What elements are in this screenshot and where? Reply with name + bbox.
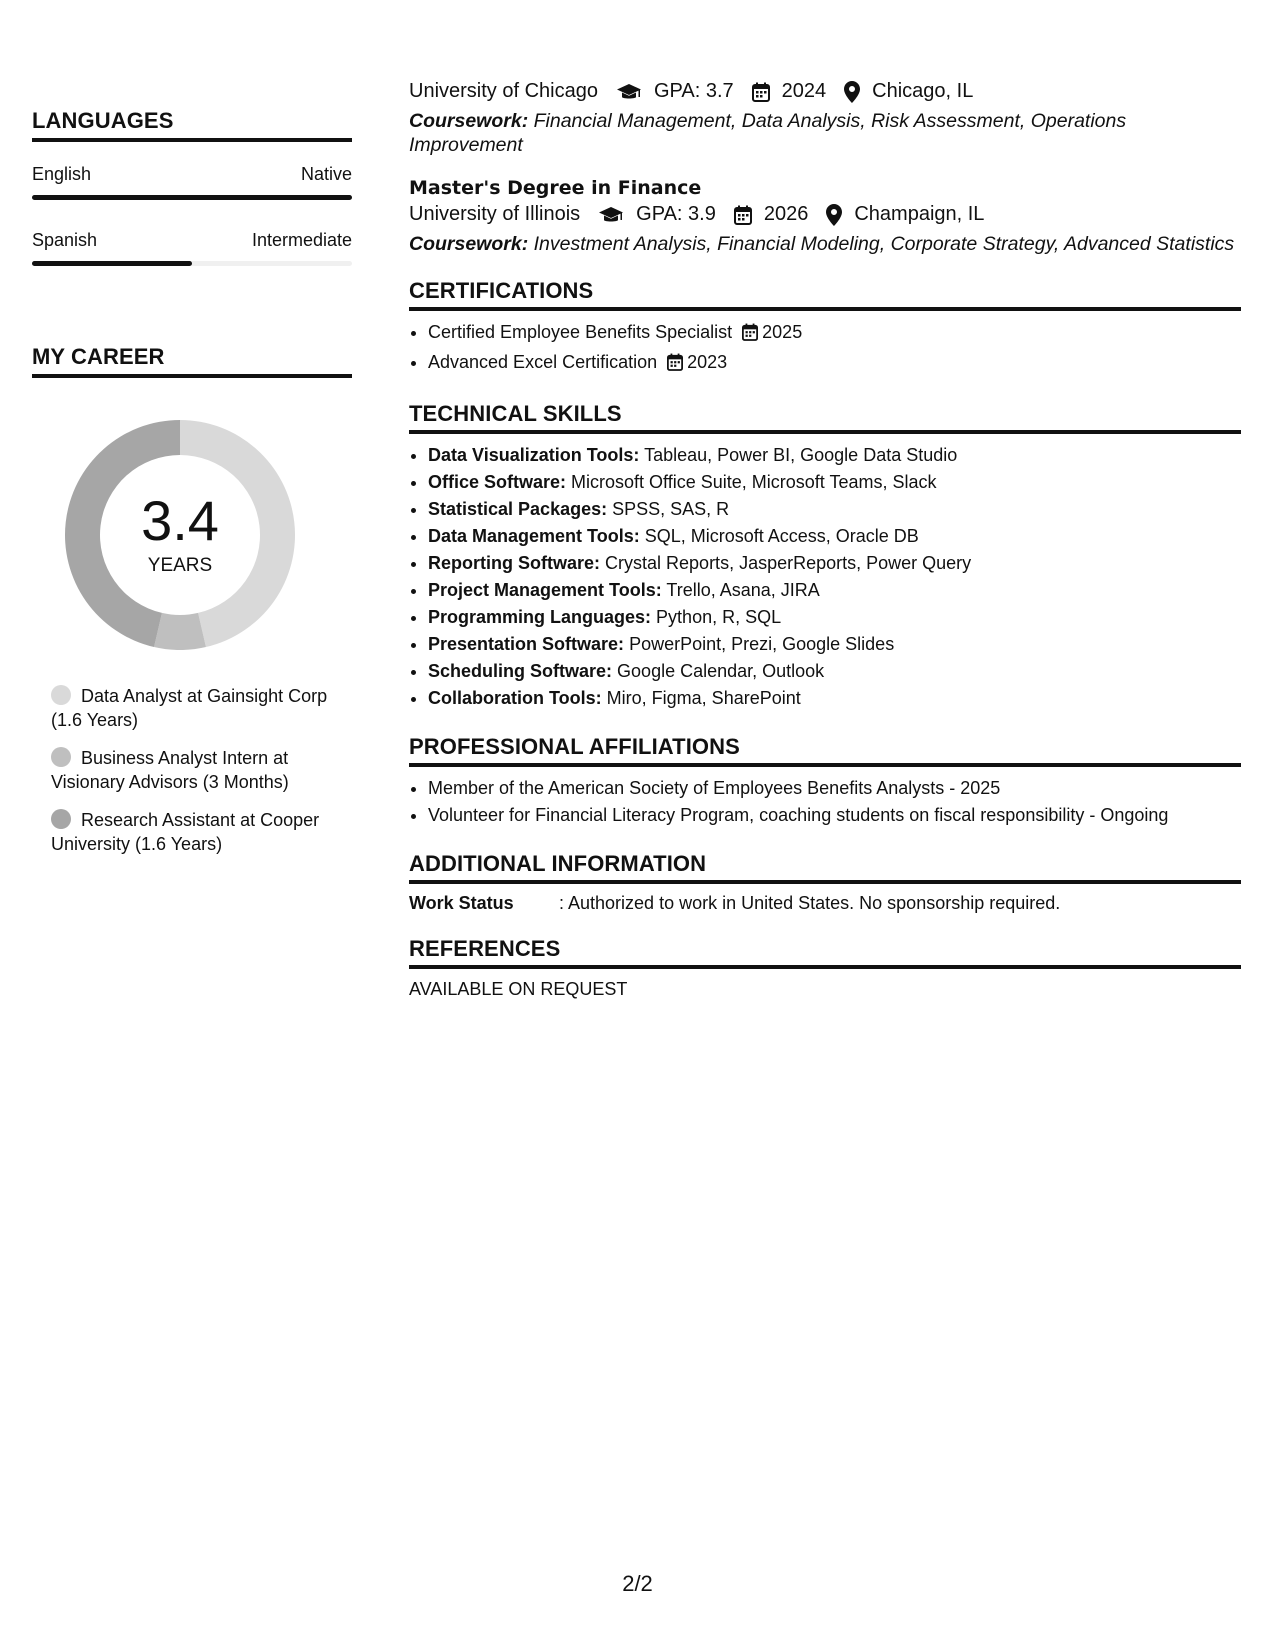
language-name: Spanish	[32, 230, 98, 250]
certification-name: Advanced Excel Certification	[428, 352, 658, 372]
education-entry	[409, 80, 1241, 157]
skill-category: Project Management Tools:	[428, 580, 662, 600]
location: Chicago, IL	[872, 80, 974, 102]
coursework-label: Coursework:	[409, 233, 529, 255]
technical-skills-section	[409, 401, 1241, 712]
language-level: Native	[300, 164, 352, 184]
legend-item	[51, 808, 341, 856]
skill-item	[428, 442, 1241, 469]
skill-values: Miro, Figma, SharePoint	[606, 688, 801, 708]
additional-info-title: ADDITIONAL INFORMATION	[409, 851, 1241, 884]
coursework-label: Coursework:	[409, 110, 529, 132]
skill-category: Reporting Software:	[428, 553, 601, 573]
certification-item	[428, 319, 1241, 349]
language-proficiency-fill	[32, 195, 352, 200]
map-pin-icon	[826, 204, 842, 226]
certification-name: Certified Employee Benefits Specialist	[428, 322, 733, 342]
graduation-cap-icon	[616, 82, 642, 102]
career-section	[32, 344, 352, 856]
skill-values: Google Calendar, Outlook	[617, 661, 825, 681]
legend-label: Research Assistant at Cooper University (1.6 Years)	[51, 810, 320, 854]
school-name: University of Chicago	[409, 80, 598, 102]
career-total-value: 3.4	[141, 489, 219, 552]
graduation-year: 2026	[763, 203, 809, 225]
legend-dot	[51, 685, 71, 705]
career-donut-chart	[65, 420, 295, 650]
affiliations-list	[409, 775, 1241, 829]
language-proficiency-fill	[32, 261, 192, 266]
skill-category: Office Software:	[428, 472, 567, 492]
skill-values: SQL, Microsoft Access, Oracle DB	[644, 526, 919, 546]
additional-info-section	[409, 851, 1241, 914]
coursework	[409, 109, 1241, 157]
skill-item	[428, 658, 1241, 685]
skill-category: Statistical Packages:	[428, 499, 608, 519]
language-item	[32, 230, 352, 266]
skill-item	[428, 469, 1241, 496]
legend-item	[51, 746, 341, 794]
skill-values: Tableau, Power BI, Google Data Studio	[644, 445, 958, 465]
references-title: REFERENCES	[409, 936, 1241, 969]
skill-category: Scheduling Software:	[428, 661, 613, 681]
career-title: MY CAREER	[32, 344, 352, 378]
skill-values: Crystal Reports, JasperReports, Power Query	[605, 553, 972, 573]
school-name: University of Illinois	[409, 203, 581, 225]
page-number: 2/2	[622, 1571, 653, 1596]
legend-label: Data Analyst at Gainsight Corp (1.6 Years)	[51, 686, 328, 730]
calendar-icon	[742, 322, 758, 349]
language-level: Intermediate	[251, 230, 352, 250]
legend-dot	[51, 747, 71, 767]
gpa: GPA: 3.7	[653, 80, 734, 102]
technical-skills-title: TECHNICAL SKILLS	[409, 401, 1241, 434]
certifications-list	[409, 319, 1241, 379]
skill-item	[428, 577, 1241, 604]
coursework-text: Financial Management, Data Analysis, Risk Assessment, Operations Improvement	[409, 110, 1127, 156]
skill-category: Data Visualization Tools:	[428, 445, 640, 465]
sidebar	[32, 108, 352, 870]
graduation-year: 2024	[781, 80, 827, 102]
skill-item	[428, 631, 1241, 658]
skill-category: Presentation Software:	[428, 634, 625, 654]
coursework-text: Investment Analysis, Financial Modeling, Corporate Strategy, Advanced Statistics	[533, 233, 1235, 255]
career-legend	[51, 684, 341, 856]
skill-item	[428, 496, 1241, 523]
language-item	[32, 164, 352, 200]
affiliations-title: PROFESSIONAL AFFILIATIONS	[409, 734, 1241, 767]
affiliation-item: • Volunteer for Financial Literacy Program, coaching students on fiscal responsibility - Ongoing	[428, 802, 1241, 829]
education-entry	[409, 177, 1241, 256]
calendar-icon	[667, 352, 683, 379]
certification-year: 2023	[687, 352, 728, 372]
skill-values: Microsoft Office Suite, Microsoft Teams, Slack	[571, 472, 937, 492]
education-meta	[409, 80, 1241, 103]
coursework	[409, 232, 1241, 256]
certifications-section	[409, 278, 1241, 379]
language-name: English	[32, 164, 92, 184]
degree-title: Master's Degree in Finance	[409, 177, 702, 199]
map-pin-icon	[844, 81, 860, 103]
skill-values: SPSS, SAS, R	[612, 499, 730, 519]
references-section	[409, 936, 1241, 1000]
technical-skills-list	[409, 442, 1241, 712]
skill-item	[428, 604, 1241, 631]
skill-item	[428, 685, 1241, 712]
language-proficiency-bar	[32, 195, 352, 200]
career-total-unit: YEARS	[147, 555, 213, 576]
affiliations-section	[409, 734, 1241, 829]
skill-item	[428, 523, 1241, 550]
skill-category: Collaboration Tools:	[428, 688, 602, 708]
skill-values: Python, R, SQL	[656, 607, 782, 627]
skill-category: Programming Languages:	[428, 607, 652, 627]
skill-category: Data Management Tools:	[428, 526, 640, 546]
gpa: GPA: 3.9	[636, 203, 716, 225]
main-content	[409, 80, 1241, 1000]
skill-values: Trello, Asana, JIRA	[666, 580, 820, 600]
calendar-icon	[752, 82, 770, 102]
skill-values: PowerPoint, Prezi, Google Slides	[629, 634, 895, 654]
language-proficiency-bar	[32, 261, 352, 266]
legend-item	[51, 684, 341, 732]
legend-label: Business Analyst Intern at Visionary Advisors (3 Months)	[51, 748, 289, 792]
certifications-title: CERTIFICATIONS	[409, 278, 1241, 311]
work-status-value: : Authorized to work in United States. No sponsorship required.	[559, 893, 1061, 913]
languages-title: LANGUAGES	[32, 108, 352, 142]
calendar-icon	[734, 205, 752, 225]
affiliation-item: • Member of the American Society of Employees Benefits Analysts - 2025	[428, 775, 1241, 802]
graduation-cap-icon	[598, 205, 624, 225]
work-status-label: Work Status	[409, 893, 514, 913]
work-status-row	[409, 893, 1241, 914]
certification-item	[428, 349, 1241, 379]
location: Champaign, IL	[854, 203, 985, 225]
certification-year: 2025	[762, 322, 803, 342]
skill-item	[428, 550, 1241, 577]
references-text: AVAILABLE ON REQUEST	[409, 979, 628, 999]
education-meta	[409, 203, 1241, 226]
legend-dot	[51, 809, 71, 829]
